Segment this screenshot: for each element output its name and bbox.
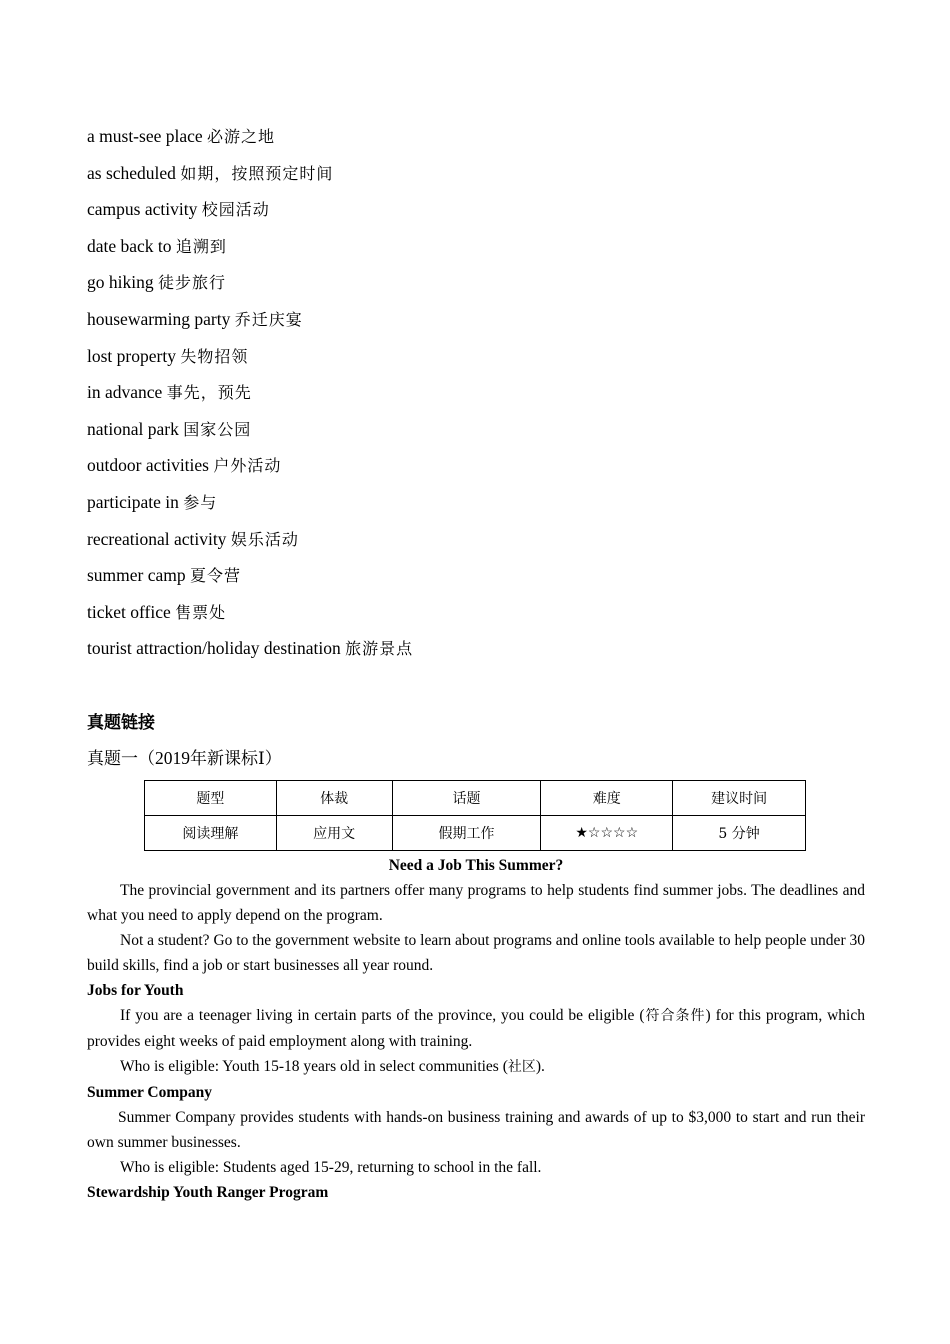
vocab-en: go hiking bbox=[87, 272, 154, 293]
vocab-zh: 夏令营 bbox=[190, 566, 242, 586]
vocab-zh: 失物招领 bbox=[180, 346, 249, 366]
vocab-en: participate in bbox=[87, 491, 179, 512]
vocab-item bbox=[87, 264, 865, 301]
table-header-row bbox=[145, 781, 806, 816]
vocab-item bbox=[87, 191, 865, 228]
vocab-item bbox=[87, 484, 865, 521]
table-header-cell: 难度 bbox=[541, 781, 673, 816]
gloss-zh: 社区 bbox=[507, 1059, 536, 1075]
section-heading-summer-company: Summer Company bbox=[87, 1084, 213, 1101]
vocab-en: lost property bbox=[87, 345, 176, 366]
vocab-item bbox=[87, 338, 865, 375]
vocab-item bbox=[87, 228, 865, 265]
vocab-en: tourist attraction/holiday destination bbox=[87, 638, 341, 659]
vocab-zh: 乔迁庆宴 bbox=[234, 309, 303, 329]
vocab-zh: 徒步旅行 bbox=[157, 273, 226, 293]
subheading-prefix: 真题一（ bbox=[87, 749, 155, 769]
subheading-suffix: 年新课标Ⅰ） bbox=[190, 749, 282, 769]
article-paragraph: The provincial government and its partners offer many programs to help students find summer jobs. The deadlines and what you need to apply depend on the program. bbox=[87, 882, 865, 924]
article-paragraph: Summer Company provides students with hands-on business training and awards of up to $3,000 to start and run their own summer businesses. bbox=[87, 1109, 865, 1151]
article-paragraph bbox=[87, 1003, 865, 1054]
table-header-cell: 体裁 bbox=[276, 781, 392, 816]
vocab-zh: 必游之地 bbox=[207, 127, 276, 146]
paragraph-text: If you are a teenager living in certain parts of the province, you could be eligible ( bbox=[120, 1007, 645, 1024]
section-heading-stewardship: Stewardship Youth Ranger Program bbox=[87, 1184, 329, 1201]
info-table bbox=[144, 780, 806, 851]
vocab-en: in advance bbox=[87, 382, 163, 403]
vocab-zh: 参与 bbox=[183, 492, 218, 512]
article-paragraph: Not a student? Go to the government website to learn about programs and online tools available to help people under 30 build skills, find a job or start businesses all year round. bbox=[87, 932, 865, 974]
exam-subheading bbox=[87, 744, 282, 769]
vocab-item bbox=[87, 557, 865, 594]
vocab-list bbox=[87, 118, 865, 667]
section-heading: 真题链接 bbox=[87, 713, 155, 733]
vocab-en: outdoor activities bbox=[87, 455, 209, 476]
table-cell: 5 分钟 bbox=[673, 816, 806, 851]
article bbox=[87, 853, 865, 1205]
vocab-en: summer camp bbox=[87, 565, 186, 586]
table-cell: 阅读理解 bbox=[145, 816, 277, 851]
article-paragraph: Who is eligible: Students aged 15-29, returning to school in the fall. bbox=[120, 1159, 542, 1176]
paragraph-text: ). bbox=[535, 1058, 545, 1075]
vocab-en: as scheduled bbox=[87, 162, 176, 183]
table-row bbox=[145, 816, 806, 851]
section-heading-jobs-for-youth: Jobs for Youth bbox=[87, 982, 184, 999]
table-header-cell: 题型 bbox=[145, 781, 277, 816]
vocab-zh: 旅游景点 bbox=[345, 639, 414, 659]
vocab-en: national park bbox=[87, 418, 179, 439]
vocab-item bbox=[87, 630, 865, 667]
vocab-section bbox=[87, 118, 865, 667]
table-cell: 应用文 bbox=[276, 816, 392, 851]
vocab-zh: 追溯到 bbox=[175, 236, 227, 256]
vocab-zh: 户外活动 bbox=[213, 456, 282, 476]
vocab-item bbox=[87, 411, 865, 448]
table-header-cell: 话题 bbox=[392, 781, 541, 816]
subheading-year: 2019 bbox=[155, 748, 190, 768]
vocab-en: campus activity bbox=[87, 199, 198, 220]
table-header-cell: 建议时间 bbox=[673, 781, 806, 816]
vocab-item bbox=[87, 155, 865, 192]
vocab-item bbox=[87, 118, 865, 155]
article-title: Need a Job This Summer? bbox=[388, 857, 564, 874]
gloss-zh: 符合条件 bbox=[644, 1008, 706, 1024]
article-paragraph bbox=[87, 1054, 865, 1080]
vocab-en: housewarming party bbox=[87, 308, 231, 329]
table-cell: 假期工作 bbox=[392, 816, 541, 851]
vocab-en: ticket office bbox=[87, 601, 171, 622]
vocab-en: a must-see place bbox=[87, 126, 203, 146]
vocab-en: recreational activity bbox=[87, 528, 227, 549]
difficulty-stars: ★☆☆☆☆ bbox=[541, 816, 673, 851]
vocab-item bbox=[87, 521, 865, 558]
vocab-item bbox=[87, 447, 865, 484]
vocab-zh: 如期，按照预定时间 bbox=[180, 163, 334, 183]
vocab-en: date back to bbox=[87, 235, 172, 256]
vocab-zh: 国家公园 bbox=[183, 419, 252, 439]
vocab-zh: 售票处 bbox=[175, 602, 227, 622]
vocab-zh: 娱乐活动 bbox=[230, 529, 299, 549]
vocab-zh: 校园活动 bbox=[201, 200, 270, 220]
paragraph-text: Who is eligible: Youth 15-18 years old in select communities ( bbox=[120, 1058, 508, 1075]
vocab-item bbox=[87, 594, 865, 631]
paragraph-text: ) for this program, which provides eight weeks of paid employment along with training. bbox=[87, 1007, 865, 1050]
vocab-item bbox=[87, 301, 865, 338]
vocab-zh: 事先，预先 bbox=[166, 383, 252, 403]
vocab-item bbox=[87, 374, 865, 411]
